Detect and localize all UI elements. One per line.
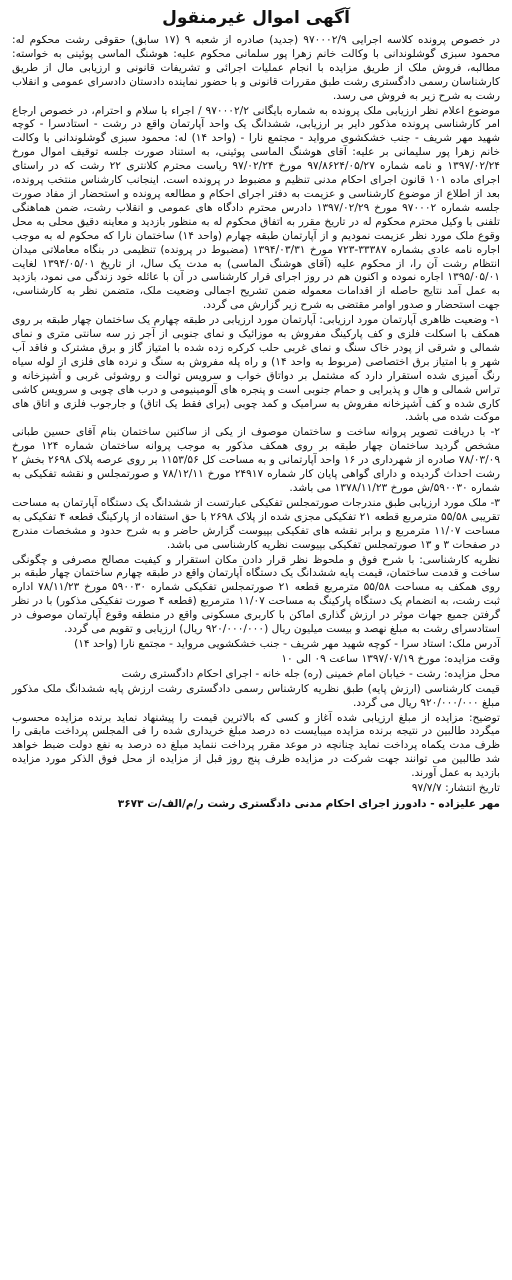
building-permit-paragraph: ۲- با دریافت تصویر پروانه ساخت و ساختمان موصوف از یکی از ساکنین ساختمان بنام آقای حسین طبانی مشخص گردید ساختمان چهار طبقه بر روی همکف مذکور به موجب پروانه ساختمان شماره ۱۲۴ مورخ ۷۸/۰۳/۰۹ صادره از شهرداری در ۱۶ واحد آپارتمانی و به مساحت کل ۱۱۵۳/۵۶ بر روی عرصه پلاک ۲۶۹۸ بخش ۲ رشت احداث گردیده و دارای گواهی پایان کار شماره ۲۴۹۱۷ مورخ ۷۸/۱۲/۱۱ و صورتمجلس و نقشه تفکیکی به شماره ۵۹۰۰۳۰/ش مورخ ۱۳۷۸/۱۱/۲۳ می باشد.	[12, 426, 501, 494]
signature: مهر علیزاده - دادورز اجرای احکام مدنی دادگستری رشت ر/م/الف/ت ۳۶۷۳	[117, 797, 500, 810]
property-subdivision-paragraph: ۳- ملک مورد ارزیابی طبق مندرجات صورتمجلس تفکیکی عبارتست از ششدانگ یک دستگاه آپارتمان به مساحت تقریبی ۵۵/۵۸ مترمربع قطعه ۲۱ تفکیکی مجزی شده از پلاک ۲۶۹۸ با حق استفاده از پارکینگ قطعه ۴ تفکیکی به مساحت ۱۱/۰۷ مترمربع و برابر نقشه های تفکیکی بپیوست گزارش حاضر و به شرح حدود و مشخصات مندرج در صفحات ۳ و ۱۳ صورتمجلس تفکیکی بپیوست نظریه کارشناسی می باشد.	[12, 496, 500, 551]
auction-time: وقت مزایده: مورخ ۱۳۹۷/۰۷/۱۹ ساعت ۰۹ الی ۱۰	[281, 652, 500, 665]
publish-date: تاریخ انتشار: ۹۷/۷/۷	[411, 782, 500, 795]
intro-paragraph: در خصوص پرونده کلاسه اجرایی ۹۷۰۰۰۲/۹ (جدید) صادره از شعبه ۹ (۱۷ سابق) حقوقی رشت محکوم له: محمود سبزی گوشلوندانی با وکالت خانم زهرا پور سلمانی محکوم علیه: هوشنگ الماسی پوئینی به خواسته: مطالبه، فروش ملک از طریق مزایده با انجام عملیات اجرائی و تشریفات قانونی و ارزیابی مال از طریق کارشناسان رسمی دادگستری رشت طبق مقررات قانونی و با حضور نماینده دادستان دادسرای عمومی و انقلاب رشت به شرح زیر به فروش می رسد.	[12, 34, 500, 102]
expert-opinion-paragraph: نظریه کارشناسی: با شرح فوق و ملحوظ نظر قرار دادن مکان استقرار و کیفیت مصالح مصرفی و چگونگی ساخت و قدمت ساختمان، قیمت پایه ششدانگ یک دستگاه آپارتمان واقع در طبقه چهارم ساختمان چهار طبقه بر روی همکف به مساحت ۵۵/۵۸ مترمربع قطعه ۲۱ صورتمجلس تفکیکی شماره ۵۹۰۰۳۰ مورخ ۷۸/۱۱/۲۳ اداره ثبت رشت، به انضمام یک دستگاه پارکینگ به مساحت ۱۱/۰۷ مترمربع (قطعه ۴ صورت تفکیکی مذکور) با در نظر گرفتن جمیع جهات موثر در ارزش گذاری اماکن با کاربری مسکونی واقع در منطقه وقوع آپارتمان موصوف در استادسرای رشت به مبلغ نهصد و بیست میلیون ریال (۹۲۰/۰۰۰/۰۰۰ ریال) ارزیابی و تقویم می گردد.	[12, 553, 501, 636]
property-address: آدرس ملک: استاد سرا - کوچه شهید مهر شریف - جنب خشکشویی مرواید - مجتمع نارا (واحد ۱۴)	[74, 637, 500, 650]
explanation-paragraph: توضیح: مزایده از مبلغ ارزیابی شده آغاز و کسی که بالاترین قیمت را پیشنهاد نماید برنده مزایده محسوب میگردد طالبین در نتیجه برنده مزایده میبایست ده درصد مبلغ خریداری شده را فی المجلس پرداخت مابقی را ظرف مدت یکماه پرداخت نماید چنانچه در موعد مقرر پرداخت ننماید مبلغ ده درصد به نفع دولت ضبط خواهد شد طالبین می توانند جهت شرکت در مزایده ظرف پنج روز قبل از مزایده از محل فوق الذکر مورد مزایده بازدید به عمل آورند.	[12, 711, 500, 780]
subject-paragraph: موضوع اعلام نظر ارزیابی ملک پرونده به شماره بایگانی ۹۷۰۰۰۲/۲ / اجراء با سلام و احترام، در خصوص ارجاع امر کارشناسی پرونده مذکور دایر بر ارزیابی، ششدانگ یک واحد آپارتمان واقع در رشت - استادسرا - کوچه شهید مهر شریف - جنب خشکشوی مرواید - مجتمع نارا - (واحد ۱۴) له: محمود سبزی گوشلوندانی با وکالت خانم زهرا پور سلیمانی بر علیه: آقای هوشنگ الماسی پوئینی، به استناد صورت جلسه توقیف اموال مورخ ۱۳۹۷/۰۲/۲۴ و نامه شماره ۹۷/۸۶۲۴/۰۵/۲۷ مورخ ۹۷/۰۲/۲۴ ریاست محترم کلانتری ۲۲ رشت که در راستای اجرای ماده ۱۰۱ قانون اجرای احکام مدنی تنظیم و مضبوط در پرونده است. اینجانب کارشناس منتخب پرونده، بعد از اطلاع از موضوع کارشناسی و عزیمت به دفتر اجرای احکام و مطالعه پرونده و استحضار از مفاد صورت جلسه شماره ۹۷۰۰۰۲ مورخ ۱۳۹۷/۰۲/۲۹ دادرس محترم دادگاه های عمومی و انقلاب رشت، ضمن هماهنگی تلفنی با وکیل محترم محکوم له در تاریخ مقرر به اتفاق محکوم له به منظور بازدید و معاینه دقیق محلی به محل وقوع ملک مورد نظر عزیمت نمودیم و از آپارتمان طبقه چهارم (واحد ۱۴) ساختمان نارا که محکوم له به موجب اجاره نامه عادی بشماره ۳۳۳۸۷-۷۲۳ مورخ ۱۳۹۴/۰۳/۳۱ (مضبوط در پرونده) تنظیمی در بنگاه معاملاتی میدان انتظام رشت آن را، از محکوم علیه (آقای هوشنگ الماسی) به مدت یک سال، از تاریخ ۱۳۹۴/۰۵/۰۱ لغایت ۱۳۹۵/۰۵/۰۱ اجاره نموده و اکنون هم در روز اجرای قرار کارشناسی در آن با عائله خود زندگی می نمود، بازدید به عمل آمد نتایج حاصله از اقدامات معموله ضمن تشریح اجمالی وضعیت ملک، متضمن نظر به کارشناسی، جهت استحضار و صدور اوامر مقتضی به شرح زیر گزارش می گردد.	[12, 104, 501, 312]
apartment-condition-paragraph: ۱- وضعیت ظاهری آپارتمان مورد ارزیابی: آپارتمان مورد ارزیابی در طبقه چهارم یک ساختمان چهار طبقه بر روی همکف با اسکلت فلزی و کف پارکینگ مفروش به موزائیک و نمای جنوبی از آجر زر سه سانتی متری و نمای شمالی و شرقی از پودر خاک سنگ و نمای غربی حلب کرکره زده شده با امتیاز گاز و برق مشترک و فاقد آب شهر و با امتیاز برق اختصاصی (مربوط به واحد ۱۴) و راه پله مفروش به سنگ و نرده های فلزی از لوله سیاه رنگ آمیزی شده استقرار دارد که مشتمل بر دواتاق خواب و سرویس توالت و روشوئی غربی و آشپزخانه و تراس شمالی و هال و پذیرایی و حمام جنوبی است و پنجره های آلومینیومی و درب های چوبی و سرویس کاشی کاری شده و کف آشپزخانه مفروش به سرامیک و کمد چوبی (برای فقط یک اتاق) و جارجوب فلزی و اتاق های موکت شده می باشد.	[12, 314, 500, 424]
auction-place: محل مزایده: رشت - خیابان امام خمینی (ره) جله خانه - اجرای احکام دادگستری رشت	[121, 667, 500, 680]
base-price: قیمت کارشناسی (ارزش پایه) طبق نظریه کارشناس رسمی دادگستری رشت ارزش پایه ششدانگ ملک مذکور مبلغ ۹۲۰/۰۰۰/۰۰۰ ریال می گردد.	[12, 682, 500, 709]
notice-title: آگهی اموال غیرمنقول	[162, 8, 350, 28]
